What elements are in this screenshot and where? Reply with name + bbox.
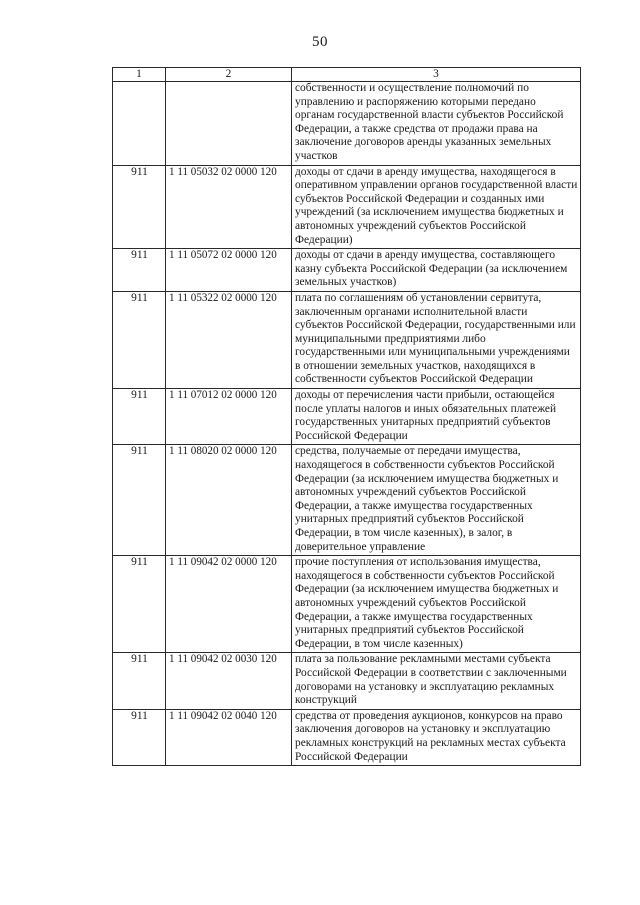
budget-code-cell: 1 11 09042 02 0040 120 (166, 709, 292, 765)
table-row (113, 165, 581, 249)
revenue-description-cell: плата за пользование рекламными местами субъекта Российской Федерации в соответствии с заключенными договорами на установку и эксплуатацию рекламных конструкций (292, 653, 581, 709)
table-row (113, 291, 581, 388)
revenue-description-cell: прочие поступления от использования имущества, находящегося в собственности субъектов Российской Федерации (за исключением имущества бюджетных и автономных учреждений субъектов Российской Федерации, а также имущества государственных унитарных предприятий субъектов Российской Федерации, в том числе казенных) (292, 556, 581, 653)
table-row (113, 389, 581, 445)
admin-code-cell: 911 (113, 445, 166, 556)
revenue-description-cell: плата по соглашениям об установлении сервитута, заключенным органами исполнительной власти субъектов Российской Федерации, государственными или муниципальными предприятиями либо государственными или муниципальными учреждениями в отношении земельных участков, находящихся в собственности субъектов Российской Федерации (292, 291, 581, 388)
admin-code-cell: 911 (113, 709, 166, 765)
budget-code-cell: 1 11 05322 02 0000 120 (166, 291, 292, 388)
admin-code-cell: 911 (113, 291, 166, 388)
budget-code-cell (166, 82, 292, 166)
column-header-3: 3 (292, 68, 581, 82)
page-number: 50 (312, 34, 328, 50)
admin-code-cell: 911 (113, 556, 166, 653)
revenue-description-cell: собственности и осуществление полномочий по управлению и распоряжению которыми передано органам государственной власти субъектов Российской Федерации, а также средства от продажи права на заключение договоров аренды указанных земельных участков (292, 82, 581, 166)
table-row (113, 249, 581, 292)
column-header-2: 2 (166, 68, 292, 82)
admin-code-cell: 911 (113, 389, 166, 445)
budget-code-cell: 1 11 09042 02 0000 120 (166, 556, 292, 653)
table-row (113, 653, 581, 709)
revenue-description-cell: доходы от сдачи в аренду имущества, находящегося в оперативном управлении органов государственной власти субъектов Российской Федерации и созданных ими учреждений (за исключением имущества бюджетных и автономных учреждений субъектов Российской Федерации) (292, 165, 581, 249)
budget-code-cell: 1 11 05032 02 0000 120 (166, 165, 292, 249)
revenue-description-cell: средства от проведения аукционов, конкурсов на право заключения договоров на установку и эксплуатацию рекламных конструкций на рекламных местах субъекта Российской Федерации (292, 709, 581, 765)
revenue-description-cell: средства, получаемые от передачи имущества, находящегося в собственности субъектов Российской Федерации (за исключением имущества бюджетных и автономных учреждений субъектов Российской Федерации, а также имущества государственных унитарных предприятий субъектов Российской Федерации, в том числе казенных), в залог, в доверительное управление (292, 445, 581, 556)
budget-code-cell: 1 11 08020 02 0000 120 (166, 445, 292, 556)
budget-code-cell: 1 11 05072 02 0000 120 (166, 249, 292, 292)
table-row (113, 709, 581, 765)
table-row (113, 82, 581, 166)
revenue-description-cell: доходы от сдачи в аренду имущества, составляющего казну субъекта Российской Федерации (за исключением земельных участков) (292, 249, 581, 292)
admin-code-cell: 911 (113, 165, 166, 249)
admin-code-cell (113, 82, 166, 166)
budget-code-cell: 1 11 09042 02 0030 120 (166, 653, 292, 709)
admin-code-cell: 911 (113, 249, 166, 292)
admin-code-cell: 911 (113, 653, 166, 709)
revenue-description-cell: доходы от перечисления части прибыли, остающейся после уплаты налогов и иных обязательных платежей государственных унитарных предприятий субъектов Российской Федерации (292, 389, 581, 445)
revenue-classification-table (112, 67, 581, 766)
table-row (113, 445, 581, 556)
budget-code-cell: 1 11 07012 02 0000 120 (166, 389, 292, 445)
table-header-row (113, 68, 581, 82)
table-row (113, 556, 581, 653)
column-header-1: 1 (113, 68, 166, 82)
